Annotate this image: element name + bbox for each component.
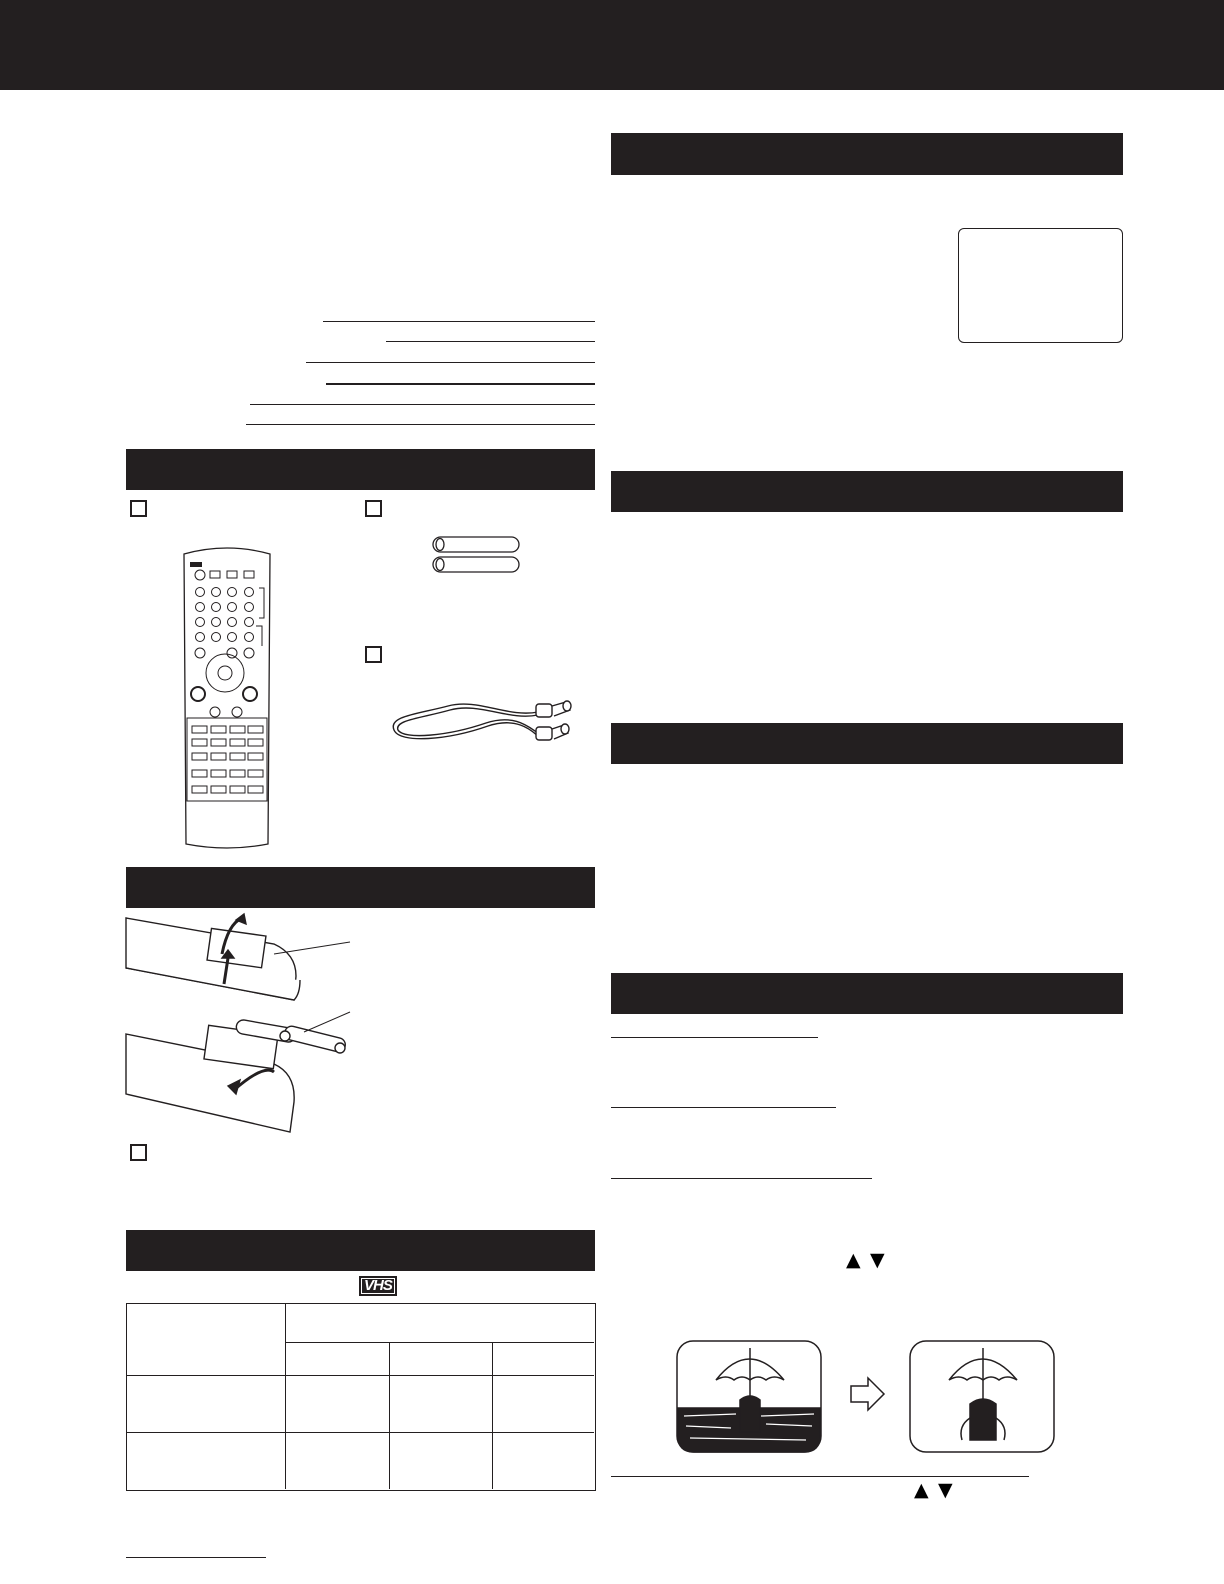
checkbox-icon: [130, 1144, 147, 1161]
subheading-underline-2: [611, 1107, 836, 1108]
av-cable-illustration: [388, 696, 578, 752]
down-arrow-icon: ▼: [870, 1249, 885, 1271]
table-divider: [126, 1375, 594, 1376]
checkbox-icon: [365, 500, 382, 517]
section-bar-right-3: [611, 723, 1123, 764]
table-divider: [285, 1303, 286, 1489]
section-bar-accessories: [126, 449, 595, 490]
aa-battery-illustration: [430, 535, 522, 577]
section-bar-right-1: [611, 133, 1123, 175]
tape-speed-table: [126, 1303, 596, 1491]
top-header-band: [0, 0, 1224, 90]
section-bar-right-2: [611, 471, 1123, 512]
battery-install-illustration: [124, 914, 354, 1140]
form-line-5: [250, 404, 595, 405]
table-divider: [126, 1432, 594, 1433]
bottom-underline: [611, 1476, 1029, 1477]
footer-line: [126, 1557, 266, 1558]
down-arrow-icon: ▼: [938, 1479, 953, 1501]
on-screen-display-box: [958, 228, 1123, 343]
section-bar-cassette: [126, 1230, 595, 1271]
section-bar-battery-installation: [126, 867, 595, 908]
form-line-4: [326, 383, 595, 385]
subheading-underline-1: [611, 1037, 818, 1038]
umbrella-picture-illustration: [676, 1340, 1056, 1454]
section-bar-right-4: [611, 973, 1123, 1014]
remote-control-illustration: [180, 546, 275, 851]
checkbox-icon: [130, 500, 147, 517]
up-arrow-icon: ▲: [846, 1249, 861, 1271]
form-line-1: [323, 321, 595, 322]
up-arrow-icon: ▲: [914, 1479, 929, 1501]
checkbox-icon: [365, 646, 382, 663]
form-line-6: [246, 424, 595, 425]
table-divider: [492, 1342, 493, 1489]
subheading-underline-3: [611, 1178, 872, 1179]
vhs-logo: VHS: [359, 1276, 397, 1296]
form-line-3: [306, 362, 595, 363]
table-divider: [285, 1342, 594, 1343]
form-line-2: [386, 341, 595, 342]
table-divider: [389, 1342, 390, 1489]
